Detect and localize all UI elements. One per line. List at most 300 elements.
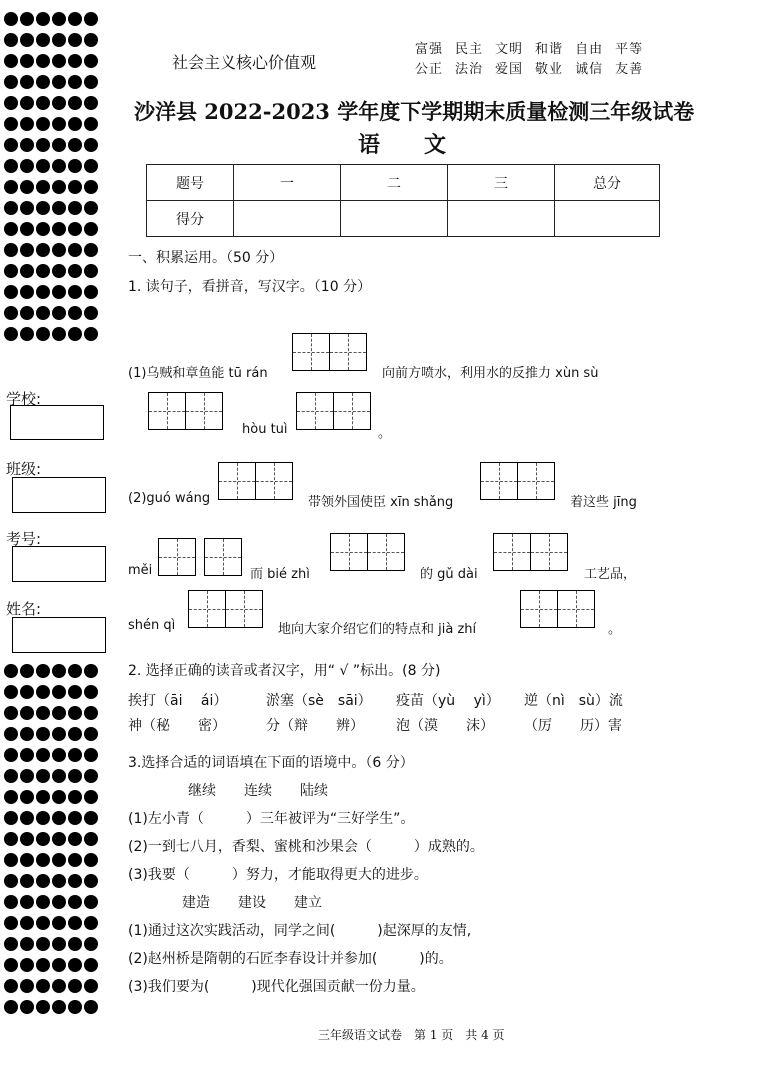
- q2-title: 2. 选择正确的读音或者汉字，用“ √ ”标出。(8 分): [128, 663, 441, 679]
- score-table: [146, 164, 660, 237]
- binding-dot: [52, 832, 66, 846]
- binding-dot: [36, 264, 50, 278]
- q1-s2-text-i: 地向大家介绍它们的特点和 jià zhí: [278, 622, 477, 637]
- score-table-header-row: [147, 165, 660, 201]
- binding-dot: [52, 327, 66, 341]
- binding-dot: [4, 811, 18, 825]
- section-1-title: 一、积累运用。（50 分）: [128, 250, 284, 266]
- writing-grid-shenqi[interactable]: [188, 590, 262, 628]
- binding-dot: [84, 264, 98, 278]
- binding-dot: [84, 811, 98, 825]
- writing-cell[interactable]: [520, 590, 558, 628]
- writing-grid-mei[interactable]: [204, 538, 241, 576]
- binding-dot: [36, 243, 50, 257]
- binding-dot: [68, 201, 82, 215]
- writing-cell[interactable]: [330, 533, 368, 571]
- binding-dot: [84, 769, 98, 783]
- q2-option[interactable]: 逆（nì sù）流: [524, 693, 623, 709]
- binding-dot: [4, 117, 18, 131]
- binding-dot: [20, 54, 34, 68]
- binding-dot: [20, 306, 34, 320]
- writing-cell[interactable]: [480, 462, 518, 500]
- binding-dot: [84, 96, 98, 110]
- binding-dot: [68, 306, 82, 320]
- q2-option[interactable]: 神（秘 密）: [128, 718, 226, 734]
- binding-dot: [52, 664, 66, 678]
- number-field[interactable]: [12, 546, 106, 582]
- binding-dot: [20, 853, 34, 867]
- core-value-word: 公正: [415, 62, 444, 77]
- binding-dot: [4, 874, 18, 888]
- binding-dot: [20, 243, 34, 257]
- binding-dot: [36, 285, 50, 299]
- binding-dot: [52, 12, 66, 26]
- q2-option[interactable]: 淤塞（sè sāi）: [266, 693, 372, 709]
- binding-dot: [36, 790, 50, 804]
- binding-dot: [4, 12, 18, 26]
- q1-title: 1. 读句子，看拼音，写汉字。（10 分）: [128, 279, 372, 295]
- binding-dot: [52, 916, 66, 930]
- binding-dot: [36, 201, 50, 215]
- writing-cell[interactable]: [517, 462, 555, 500]
- binding-dot: [84, 916, 98, 930]
- binding-dot: [68, 853, 82, 867]
- binding-dot: [20, 285, 34, 299]
- binding-dot: [84, 138, 98, 152]
- name-label: 姓名:: [6, 600, 42, 618]
- binding-dot: [20, 916, 34, 930]
- binding-dot: [84, 159, 98, 173]
- binding-dot: [4, 54, 18, 68]
- binding-dot: [84, 895, 98, 909]
- binding-dot: [52, 222, 66, 236]
- writing-cell[interactable]: [158, 538, 196, 576]
- writing-grid-xinshang[interactable]: [480, 462, 554, 500]
- binding-dot: [4, 33, 18, 47]
- binding-dot: [68, 54, 82, 68]
- binding-dot: [84, 664, 98, 678]
- name-field[interactable]: [12, 617, 106, 653]
- binding-dot: [36, 748, 50, 762]
- binding-dot: [36, 916, 50, 930]
- q3-word-bank-1: 继续 连续 陆续: [188, 783, 328, 799]
- q1-s2-text-h: shén qì: [128, 618, 176, 633]
- binding-dot: [36, 75, 50, 89]
- score-header-cell: 一: [234, 165, 341, 201]
- binding-dot: [84, 748, 98, 762]
- q1-s2-text-e: 而 bié zhì: [250, 567, 310, 582]
- binding-dot: [84, 958, 98, 972]
- binding-dot: [68, 769, 82, 783]
- binding-dot: [4, 264, 18, 278]
- binding-dot: [52, 33, 66, 47]
- binding-dot: [84, 180, 98, 194]
- binding-dot: [20, 748, 34, 762]
- binding-dot: [52, 201, 66, 215]
- binding-dot: [20, 727, 34, 741]
- q1-s2-text-a: (2)guó wáng: [128, 491, 211, 506]
- writing-cell[interactable]: [493, 533, 531, 571]
- binding-dot: [20, 201, 34, 215]
- values-row-2: [415, 58, 655, 77]
- writing-cell[interactable]: [333, 392, 371, 430]
- binding-dot: [52, 958, 66, 972]
- binding-dot: [84, 1000, 98, 1014]
- binding-dot: [52, 180, 66, 194]
- binding-dot: [20, 790, 34, 804]
- writing-grid-guowang[interactable]: [218, 462, 292, 500]
- binding-dot: [20, 12, 34, 26]
- binding-dot: [84, 222, 98, 236]
- binding-dot: [68, 685, 82, 699]
- binding-dot: [36, 895, 50, 909]
- q1-s1-text-d: 。: [378, 426, 392, 441]
- binding-dot: [84, 306, 98, 320]
- q3-title: 3.选择合适的词语填在下面的语境中。（6 分）: [128, 755, 414, 771]
- binding-dot: [4, 159, 18, 173]
- binding-dot: [36, 664, 50, 678]
- binding-dot: [84, 685, 98, 699]
- binding-dot: [36, 937, 50, 951]
- binding-dot: [52, 811, 66, 825]
- binding-dot: [52, 54, 66, 68]
- q1-s2-text-b: 带领外国使臣 xīn shǎng: [308, 495, 454, 510]
- writing-cell[interactable]: [225, 590, 263, 628]
- binding-dot: [4, 201, 18, 215]
- binding-dot: [52, 117, 66, 131]
- core-value-word: 友善: [615, 62, 644, 77]
- binding-dot: [20, 769, 34, 783]
- binding-dot: [52, 138, 66, 152]
- core-value-word: 自由: [575, 42, 604, 57]
- binding-dot: [84, 12, 98, 26]
- binding-dot: [68, 96, 82, 110]
- binding-dot: [4, 958, 18, 972]
- binding-dot: [4, 790, 18, 804]
- q1-s2-text-j: 。: [608, 622, 622, 637]
- binding-dot: [84, 285, 98, 299]
- score-header-cell: 总分: [555, 165, 660, 201]
- q1-s2-text-c: 着这些 jīng: [570, 495, 637, 510]
- writing-cell[interactable]: [557, 590, 595, 628]
- binding-dot: [20, 1000, 34, 1014]
- binding-dot: [52, 895, 66, 909]
- binding-dot: [84, 727, 98, 741]
- score-row-label: 得分: [147, 201, 234, 237]
- binding-dot: [20, 979, 34, 993]
- binding-dot: [68, 327, 82, 341]
- binding-dot: [36, 306, 50, 320]
- q2-option[interactable]: 疫苗（yù yì）: [396, 693, 500, 709]
- binding-dot: [68, 727, 82, 741]
- binding-dot: [36, 33, 50, 47]
- binding-dot: [84, 75, 98, 89]
- q1-s2-text-f: 的 gǔ dài: [420, 567, 478, 582]
- binding-dot: [36, 1000, 50, 1014]
- binding-dot: [4, 243, 18, 257]
- writing-cell[interactable]: [329, 333, 367, 371]
- binding-dot: [36, 832, 50, 846]
- binding-dot: [20, 685, 34, 699]
- core-value-word: 文明: [495, 42, 524, 57]
- binding-dot: [68, 264, 82, 278]
- q1-s1-text-c: hòu tuì: [242, 422, 288, 437]
- binding-dot: [68, 895, 82, 909]
- binding-dot: [20, 832, 34, 846]
- binding-dot: [20, 75, 34, 89]
- binding-dot: [52, 159, 66, 173]
- binding-dot: [36, 769, 50, 783]
- binding-dot: [4, 664, 18, 678]
- number-label: 考号:: [6, 530, 42, 548]
- writing-cell[interactable]: [292, 333, 330, 371]
- q3-item[interactable]: (3)我们要为( )现代化强国贡献一份力量。: [128, 979, 425, 995]
- binding-dot: [20, 264, 34, 278]
- binding-dot: [68, 33, 82, 47]
- class-label: 班级:: [6, 460, 42, 478]
- binding-dot: [68, 285, 82, 299]
- binding-dot: [52, 874, 66, 888]
- writing-cell[interactable]: [367, 533, 405, 571]
- binding-dot: [84, 33, 98, 47]
- binding-dot: [4, 748, 18, 762]
- core-value-word: 富强: [415, 42, 444, 57]
- class-field[interactable]: [12, 477, 106, 513]
- score-input-cell[interactable]: [341, 201, 448, 237]
- q3-item[interactable]: (2)一到七八月，香梨、蜜桃和沙果会（ ）成熟的。: [128, 839, 484, 855]
- writing-grid-xunsu[interactable]: [148, 392, 222, 430]
- binding-dot: [68, 243, 82, 257]
- core-value-word: 民主: [455, 42, 484, 57]
- score-table-score-row: [147, 201, 660, 237]
- q3-word-bank-2: 建造 建设 建立: [182, 895, 322, 911]
- binding-dot: [52, 706, 66, 720]
- binding-dot: [68, 811, 82, 825]
- binding-dot: [20, 937, 34, 951]
- binding-dot: [4, 222, 18, 236]
- binding-dot: [52, 264, 66, 278]
- school-label: 学校:: [6, 390, 42, 408]
- binding-dot: [4, 685, 18, 699]
- binding-dots-top: [4, 12, 104, 341]
- q1-s1-text-b: 向前方喷水，利用水的反推力 xùn sù: [382, 366, 599, 381]
- binding-dot: [84, 706, 98, 720]
- writing-grid-turan[interactable]: [292, 333, 366, 371]
- writing-cell[interactable]: [204, 538, 242, 576]
- binding-dot: [20, 117, 34, 131]
- binding-dot: [36, 811, 50, 825]
- writing-grid-biezhi[interactable]: [330, 533, 404, 571]
- binding-dot: [68, 1000, 82, 1014]
- values-title: 社会主义核心价值观: [172, 53, 317, 72]
- binding-dot: [52, 96, 66, 110]
- binding-dot: [36, 180, 50, 194]
- binding-dot: [68, 958, 82, 972]
- binding-dot: [68, 706, 82, 720]
- core-value-word: 诚信: [575, 62, 604, 77]
- q3-item[interactable]: (2)赵州桥是隋朝的石匠李春设计并参加( )的。: [128, 951, 453, 967]
- binding-dot: [36, 12, 50, 26]
- score-input-cell[interactable]: [448, 201, 555, 237]
- writing-cell[interactable]: [185, 392, 223, 430]
- q2-option[interactable]: （厉 历）害: [524, 718, 622, 734]
- binding-dot: [68, 832, 82, 846]
- writing-cell[interactable]: [530, 533, 568, 571]
- binding-dot: [4, 979, 18, 993]
- binding-dot: [52, 75, 66, 89]
- q2-option[interactable]: 泡（漠 沫）: [396, 718, 494, 734]
- binding-dot: [36, 958, 50, 972]
- binding-dot: [36, 727, 50, 741]
- binding-dot: [52, 1000, 66, 1014]
- binding-dot: [20, 895, 34, 909]
- binding-dot: [52, 748, 66, 762]
- writing-grid-jiazhi[interactable]: [520, 590, 594, 628]
- q3-item[interactable]: (3)我要（ ）努力，才能取得更大的进步。: [128, 867, 428, 883]
- binding-dot: [84, 853, 98, 867]
- subject-title: 语 文: [358, 132, 447, 158]
- binding-dot: [68, 138, 82, 152]
- binding-dot: [4, 75, 18, 89]
- binding-dot: [36, 853, 50, 867]
- binding-dot: [20, 958, 34, 972]
- binding-dot: [4, 916, 18, 930]
- binding-dot: [36, 138, 50, 152]
- writing-cell[interactable]: [218, 462, 256, 500]
- binding-dot: [84, 117, 98, 131]
- school-field[interactable]: [10, 405, 104, 440]
- binding-dot: [68, 222, 82, 236]
- binding-dot: [36, 54, 50, 68]
- binding-dot: [20, 222, 34, 236]
- binding-dot: [52, 243, 66, 257]
- q2-option[interactable]: 分（辩 辨）: [266, 718, 364, 734]
- binding-dot: [36, 159, 50, 173]
- score-header-cell: 三: [448, 165, 555, 201]
- binding-dot: [68, 790, 82, 804]
- q3-item[interactable]: (1)左小青（ ）三年被评为“三好学生”。: [128, 811, 415, 827]
- binding-dot: [68, 12, 82, 26]
- binding-dot: [52, 790, 66, 804]
- exam-title: 沙洋县 2022-2023 学年度下学期期末质量检测三年级试卷: [134, 99, 695, 124]
- score-input-cell[interactable]: [234, 201, 341, 237]
- binding-dot: [4, 285, 18, 299]
- binding-dot: [68, 75, 82, 89]
- binding-dot: [68, 117, 82, 131]
- writing-grid-houtui[interactable]: [296, 392, 370, 430]
- binding-dot: [4, 727, 18, 741]
- binding-dot: [52, 306, 66, 320]
- values-row-1: [415, 38, 655, 57]
- binding-dot: [36, 874, 50, 888]
- binding-dot: [4, 180, 18, 194]
- binding-dot: [52, 853, 66, 867]
- binding-dot: [4, 306, 18, 320]
- binding-dot: [20, 159, 34, 173]
- writing-grid-gudai[interactable]: [493, 533, 567, 571]
- binding-dot: [84, 874, 98, 888]
- binding-dot: [36, 327, 50, 341]
- binding-dot: [84, 243, 98, 257]
- binding-dot: [68, 874, 82, 888]
- binding-dot: [20, 33, 34, 47]
- binding-dot: [68, 159, 82, 173]
- binding-dot: [36, 96, 50, 110]
- binding-dot: [36, 685, 50, 699]
- binding-dot: [20, 811, 34, 825]
- page-footer: 三年级语文试卷 第 1 页 共 4 页: [318, 1028, 505, 1042]
- binding-dot: [84, 832, 98, 846]
- writing-cell[interactable]: [148, 392, 186, 430]
- binding-dot: [84, 201, 98, 215]
- q1-s1-text-a: (1)乌贼和章鱼能 tū rán: [128, 366, 268, 381]
- binding-dot: [20, 664, 34, 678]
- binding-dot: [4, 853, 18, 867]
- writing-cell[interactable]: [188, 590, 226, 628]
- q3-item[interactable]: (1)通过这次实践活动，同学之间( )起深厚的友情,: [128, 923, 472, 939]
- binding-dot: [36, 222, 50, 236]
- binding-dot: [52, 685, 66, 699]
- writing-cell[interactable]: [255, 462, 293, 500]
- binding-dot: [20, 327, 34, 341]
- core-value-word: 平等: [615, 42, 644, 57]
- core-value-word: 爱国: [495, 62, 524, 77]
- binding-dot: [68, 979, 82, 993]
- binding-dot: [4, 138, 18, 152]
- binding-dot: [52, 727, 66, 741]
- core-value-word: 敬业: [535, 62, 564, 77]
- binding-dot: [4, 96, 18, 110]
- binding-dot: [52, 937, 66, 951]
- binding-dot: [84, 327, 98, 341]
- writing-grid-jing[interactable]: [158, 538, 195, 576]
- writing-cell[interactable]: [296, 392, 334, 430]
- binding-dot: [68, 916, 82, 930]
- binding-dot: [4, 706, 18, 720]
- score-input-cell[interactable]: [555, 201, 660, 237]
- q2-option[interactable]: 挨打（āi ái）: [128, 693, 228, 709]
- binding-dot: [4, 1000, 18, 1014]
- binding-dot: [68, 664, 82, 678]
- binding-dot: [20, 138, 34, 152]
- binding-dot: [84, 790, 98, 804]
- binding-dot: [84, 54, 98, 68]
- binding-dot: [52, 769, 66, 783]
- binding-dot: [4, 769, 18, 783]
- binding-dot: [52, 285, 66, 299]
- binding-dot: [20, 180, 34, 194]
- binding-dot: [36, 706, 50, 720]
- binding-dot: [4, 832, 18, 846]
- binding-dot: [84, 937, 98, 951]
- binding-dots-bottom: [4, 664, 104, 1014]
- binding-dot: [20, 706, 34, 720]
- core-value-word: 和谐: [535, 42, 564, 57]
- binding-dot: [20, 874, 34, 888]
- score-header-cell: 二: [341, 165, 448, 201]
- core-value-word: 法治: [455, 62, 484, 77]
- binding-dot: [4, 937, 18, 951]
- binding-dot: [4, 895, 18, 909]
- binding-dot: [52, 979, 66, 993]
- score-header-cell: 题号: [147, 165, 234, 201]
- q1-s2-text-d: měi: [128, 563, 153, 578]
- binding-dot: [4, 327, 18, 341]
- q1-s2-text-g: 工艺品，: [584, 567, 637, 582]
- binding-dot: [84, 979, 98, 993]
- binding-dot: [68, 748, 82, 762]
- binding-dot: [36, 979, 50, 993]
